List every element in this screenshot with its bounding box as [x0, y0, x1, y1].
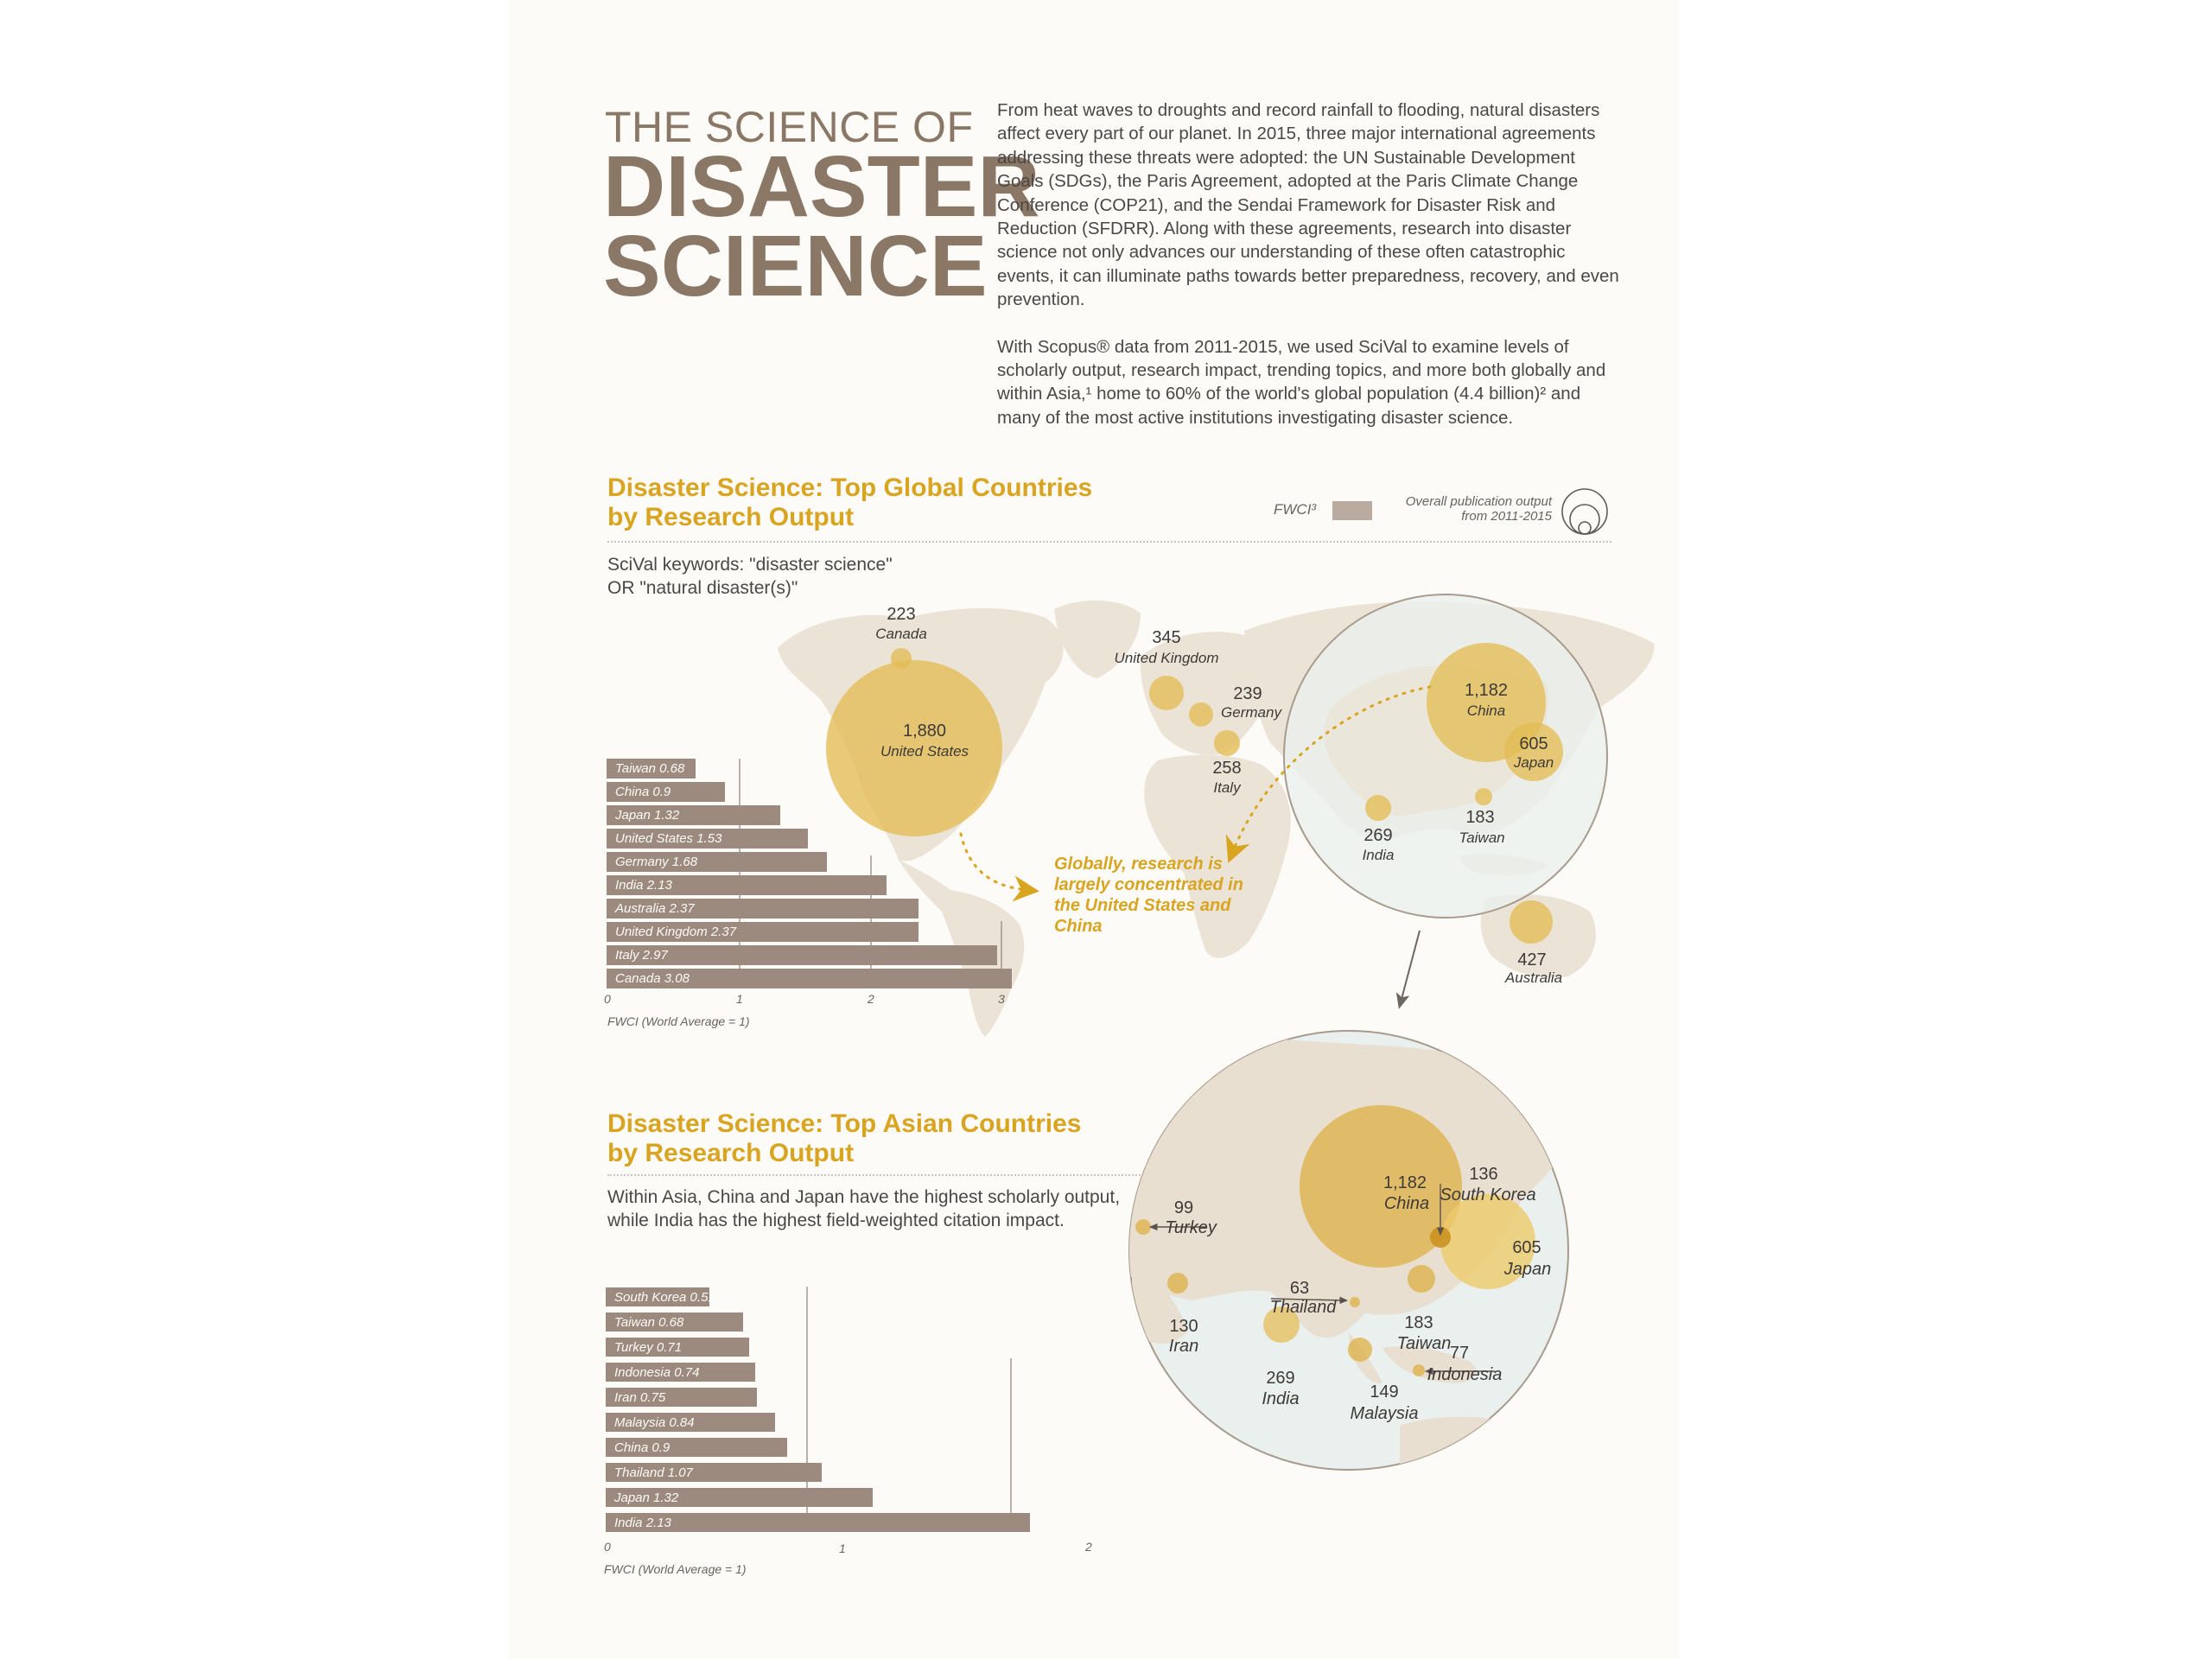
bar-label: Taiwan 0.68 — [614, 1315, 684, 1330]
bar-label: Canada 3.08 — [615, 971, 690, 986]
bubble-canada — [891, 648, 912, 669]
asia-bubble-thailand — [1350, 1297, 1360, 1307]
asia-label-china-name: China — [1383, 1194, 1430, 1213]
asia-description — [607, 1185, 1120, 1232]
asia-axis-title: FWCI (World Average = 1) — [604, 1562, 747, 1576]
label-japan-value: 605 — [1519, 734, 1548, 753]
bar-label: Iran 0.75 — [614, 1390, 666, 1405]
label-italy-name: Italy — [1213, 779, 1241, 796]
legend-fwci-label: FWCI³ — [1274, 501, 1317, 518]
keywords-line-2: OR "natural disaster(s)" — [607, 578, 798, 598]
asia-title-line-2: by Research Output — [607, 1139, 855, 1167]
tick-3: 3 — [998, 992, 1005, 1006]
asia-label-malaysia-value: 149 — [1370, 1382, 1399, 1402]
bubble-india — [1365, 795, 1391, 821]
asia-divider — [607, 1174, 1143, 1176]
bar-canada — [607, 969, 1012, 988]
label-australia-value: 427 — [1517, 950, 1547, 969]
label-canada-value: 223 — [887, 605, 916, 624]
global-divider — [607, 541, 1611, 543]
label-india-name: India — [1362, 847, 1395, 863]
label-uk-name: United Kingdom — [1114, 650, 1219, 666]
bar-germany — [607, 852, 827, 872]
global-title-line-1: Disaster Science: Top Global Countries — [607, 474, 1093, 502]
bar-label: United Kingdom 2.37 — [615, 925, 737, 939]
bar-japan — [607, 805, 780, 825]
asia-label-turkey-value: 99 — [1173, 1198, 1194, 1217]
asia-gridline-2 — [1010, 1358, 1012, 1531]
label-canada-name: Canada — [875, 626, 927, 642]
bar-label: Malaysia 0.84 — [614, 1415, 695, 1430]
bar-label: China 0.9 — [614, 1440, 671, 1455]
asia-description-line-1: Within Asia, China and Japan have the highest scholarly output, — [607, 1187, 1121, 1207]
asia-label-iran-value: 130 — [1169, 1317, 1198, 1336]
asia-bar-taiwan — [606, 1313, 743, 1332]
asia-label-india-value: 269 — [1266, 1369, 1295, 1388]
page-title — [603, 138, 1040, 315]
bar-label: Japan 1.32 — [615, 808, 680, 823]
asia-title-line-1: Disaster Science: Top Asian Countries — [607, 1109, 1082, 1138]
tick-1: 1 — [736, 992, 743, 1006]
bar-label: United States 1.53 — [615, 831, 722, 846]
bar-china — [607, 782, 725, 802]
label-germany-value: 239 — [1233, 684, 1262, 703]
asia-bar-turkey — [606, 1338, 749, 1357]
asia-label-thailand-name: Thailand — [1269, 1298, 1337, 1317]
label-taiwan-value: 183 — [1465, 808, 1495, 827]
global-section-title — [607, 474, 1092, 532]
asia-label-india-name: India — [1262, 1389, 1300, 1408]
title-prefix: THE SCIENCE OF — [605, 103, 974, 151]
bar-label: Turkey 0.71 — [614, 1340, 683, 1355]
intro-paragraph-2: With Scopus® data from 2011-2015, we used SciVal to examine levels of scholarly output, research impact, trending topics, and more both globally and within Asia,¹ home to 60% of the world's global population (4.4 billion)² and many of the most active institutions investigating disaster science. — [997, 336, 1606, 428]
bar-label: South Korea 0.51 — [614, 1290, 715, 1305]
bar-australia — [607, 899, 918, 918]
asia-bar-iran — [606, 1388, 757, 1407]
label-germany-name: Germany — [1221, 704, 1281, 721]
bar-label: Germany 1.68 — [615, 855, 698, 869]
legend-circles-icon — [1562, 489, 1607, 534]
bar-india — [607, 875, 887, 895]
asia-bar-south-korea — [606, 1287, 715, 1306]
bubble-australia — [1510, 900, 1553, 944]
zoom-arrow — [1401, 931, 1420, 1002]
asia-bubble-malaysia — [1348, 1338, 1372, 1362]
scival-keywords — [607, 553, 893, 600]
label-india-value: 269 — [1363, 826, 1393, 845]
bar-united-kingdom — [607, 922, 918, 942]
asia-bar-china — [606, 1438, 787, 1457]
asia-bar-india — [606, 1513, 1030, 1532]
asia-bar-malaysia — [606, 1413, 775, 1432]
asia-tick-0: 0 — [604, 1540, 611, 1554]
tick-2: 2 — [868, 992, 874, 1006]
asia-bar-japan — [606, 1488, 873, 1507]
asia-bubble-turkey — [1135, 1219, 1151, 1235]
asia-section-title — [607, 1109, 1081, 1168]
global-axis-title: FWCI (World Average = 1) — [607, 1014, 750, 1028]
asia-label-japan-name: Japan — [1503, 1260, 1552, 1279]
label-australia-name: Australia — [1504, 969, 1563, 986]
asia-label-taiwan-name: Taiwan — [1396, 1334, 1452, 1353]
asia-tick-2: 2 — [1085, 1540, 1092, 1554]
asia-bar-indonesia — [606, 1363, 755, 1382]
label-us-value: 1,880 — [902, 721, 947, 741]
asia-label-japan-value: 605 — [1512, 1238, 1541, 1257]
label-us-name: United States — [880, 743, 969, 760]
bubble-united-kingdom — [1149, 676, 1184, 710]
bar-label: Italy 2.97 — [615, 948, 668, 963]
label-uk-value: 345 — [1152, 628, 1181, 647]
legend-output-note — [1374, 494, 1552, 524]
asia-label-iran-name: Iran — [1168, 1337, 1199, 1356]
legend-fwci-swatch — [1332, 501, 1372, 520]
bar-italy — [607, 945, 997, 965]
asia-label-indonesia-value: 77 — [1449, 1344, 1470, 1363]
legend-note-line-2: from 2011-2015 — [1461, 509, 1552, 524]
us-annotation-arrow — [961, 834, 1027, 890]
bar-label: India 2.13 — [615, 878, 672, 893]
asia-bubble-taiwan — [1408, 1265, 1435, 1293]
asia-label-turkey-name: Turkey — [1165, 1218, 1217, 1237]
title-line-1: DISASTER — [603, 138, 1040, 235]
asia-label-indonesia-name: Indonesia — [1427, 1365, 1503, 1384]
label-japan-name: Japan — [1513, 754, 1554, 771]
asia-bar-thailand — [606, 1463, 822, 1482]
global-annotation: Globally, research is largely concentrated in the United States and China — [1054, 855, 1243, 936]
bar-label: Taiwan 0.68 — [615, 761, 685, 776]
asia-description-line-2: while India has the highest field-weighted citation impact. — [607, 1211, 1065, 1230]
keywords-line-1: SciVal keywords: "disaster science" — [607, 555, 893, 575]
bar-label: Australia 2.37 — [615, 901, 695, 916]
bar-taiwan — [607, 759, 696, 779]
asia-label-south-korea-value: 136 — [1469, 1165, 1498, 1184]
intro-paragraph-1: From heat waves to droughts and record rainfall to flooding, natural disasters affect every part of our planet. In 2015, three major international agreements addressing these threats were adopted: the UN Sustainable Development Goals (SDGs), the Paris Agreement, adopted at the Paris Climate Change Conference (COP21), and the Sendai Framework for Disaster Risk and Reduction (SFDRR). Along with these agreements, research into disaster science not only advances our understanding of these often catastrophic events, it can illuminate paths towards better preparedness, recovery, and even prevention. — [997, 100, 1619, 310]
bar-label: Indonesia 0.74 — [614, 1365, 700, 1380]
bar-label: China 0.9 — [615, 785, 671, 799]
asia-label-china-value: 1,182 — [1382, 1173, 1427, 1192]
bar-label: Japan 1.32 — [614, 1491, 679, 1505]
intro-text — [997, 99, 1619, 453]
label-italy-value: 258 — [1212, 759, 1242, 778]
asia-tick-1: 1 — [839, 1541, 846, 1555]
bubble-italy — [1214, 730, 1240, 756]
label-china-name: China — [1466, 702, 1506, 719]
bar-united-states — [607, 829, 808, 849]
tick-0: 0 — [604, 992, 611, 1006]
asia-label-taiwan-value: 183 — [1404, 1313, 1433, 1332]
bubble-germany — [1189, 702, 1213, 727]
bar-label: Thailand 1.07 — [614, 1465, 693, 1480]
bubble-taiwan — [1475, 788, 1492, 805]
label-taiwan-name: Taiwan — [1459, 830, 1505, 846]
asia-bubble-indonesia — [1413, 1364, 1425, 1376]
asia-bubble-iran — [1167, 1273, 1188, 1294]
bar-label: India 2.13 — [614, 1516, 671, 1530]
asia-label-thailand-value: 63 — [1289, 1279, 1310, 1298]
global-title-line-2: by Research Output — [607, 503, 855, 531]
title-line-2: SCIENCE — [603, 218, 988, 315]
legend-note-line-1: Overall publication output — [1405, 494, 1552, 509]
asia-label-malaysia-name: Malaysia — [1350, 1404, 1419, 1423]
label-china-value: 1,182 — [1464, 681, 1509, 700]
asia-label-south-korea-name: South Korea — [1440, 1185, 1536, 1205]
